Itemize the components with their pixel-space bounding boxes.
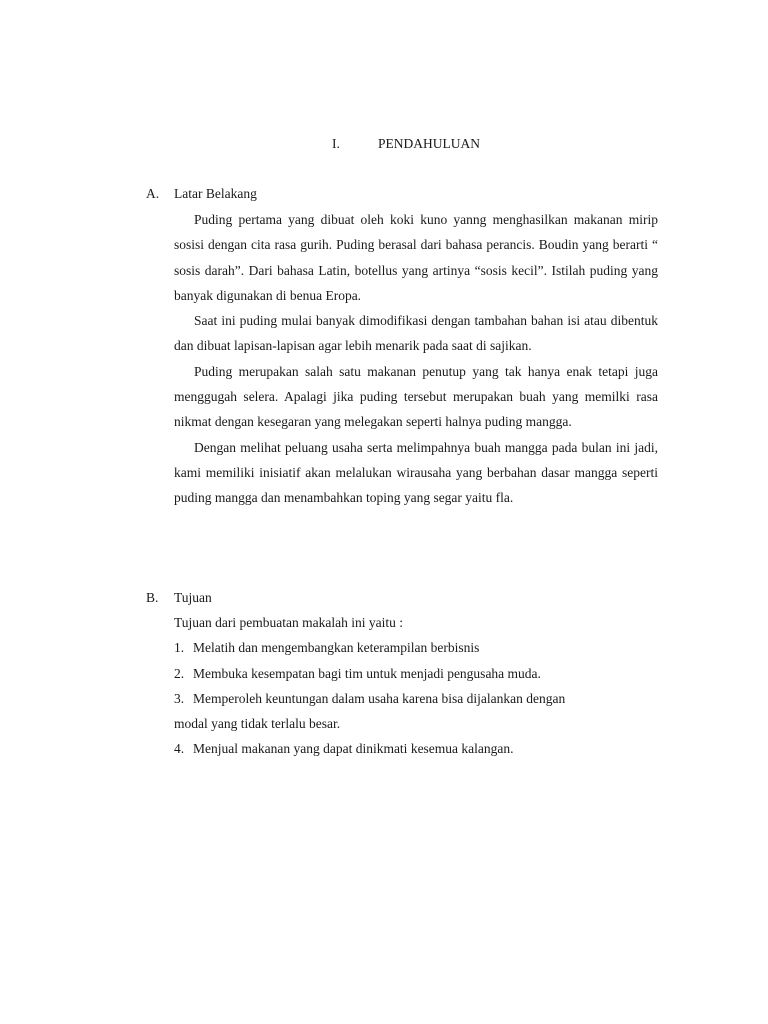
section-b-body [174, 610, 658, 762]
paragraph: Puding pertama yang dibuat oleh koki kuno yanng menghasilkan makanan mirip sosisi dengan cita rasa gurih. Puding berasal dari bahasa perancis. Boudin yang berarti “ sosis darah”. Dari bahasa Latin, botellus yang artinya “sosis kecil”. Istilah puding yang banyak digunakan di benua Eropa. [174, 212, 658, 303]
list-item [174, 635, 658, 660]
list-item-text: modal yang tidak terlalu besar. [174, 716, 341, 732]
paragraph: Puding merupakan salah satu makanan penutup yang tak hanya enak tetapi juga menggugah selera. Apalagi jika puding tersebut merupakan buah yang memilki rasa nikmat dengan kesegaran yang melegakan seperti halnya puding mangga. [174, 363, 658, 430]
section-a-body [174, 207, 658, 511]
chapter-number: I. [332, 136, 340, 151]
list-item-text: Melatih dan mengembangkan keterampilan berbisnis [193, 640, 480, 656]
list-item-continuation [174, 711, 658, 736]
section-a-label: Latar Belakang [174, 186, 257, 201]
list-item-number: 4. [174, 741, 185, 757]
list-item-text: Membuka kesempatan bagi tim untuk menjadi pengusaha muda. [193, 665, 541, 681]
list-item [174, 736, 658, 761]
section-a-heading [146, 186, 666, 206]
objectives-list [174, 635, 658, 761]
list-item-number: 2. [174, 665, 185, 681]
chapter-heading [0, 136, 768, 156]
section-b-letter: B. [146, 590, 159, 605]
section-b-label: Tujuan [174, 590, 212, 605]
list-item [174, 686, 658, 711]
list-item [174, 661, 658, 686]
paragraph: Saat ini puding mulai banyak dimodifikasi dengan tambahan bahan isi atau dibentuk dan dibuat lapisan-lapisan agar lebih menarik pada saat di sajikan. [174, 313, 658, 354]
paragraph: Dengan melihat peluang usaha serta melimpahnya buah mangga pada bulan ini jadi, kami memiliki inisiatif akan melalukan wirausaha yang berbahan dasar mangga seperti puding mangga dan menambahkan toping yang segar yaitu fla. [174, 439, 658, 506]
list-item-number: 1. [174, 640, 185, 656]
chapter-title: PENDAHULUAN [378, 136, 480, 151]
section-b-heading [146, 590, 666, 610]
section-a-letter: A. [146, 186, 160, 201]
list-item-number: 3. [174, 690, 185, 706]
list-item-text: Memperoleh keuntungan dalam usaha karena bisa dijalankan dengan [193, 690, 566, 706]
list-item-text: Menjual makanan yang dapat dinikmati kesemua kalangan. [193, 741, 514, 757]
section-b-intro: Tujuan dari pembuatan makalah ini yaitu : [174, 615, 403, 630]
